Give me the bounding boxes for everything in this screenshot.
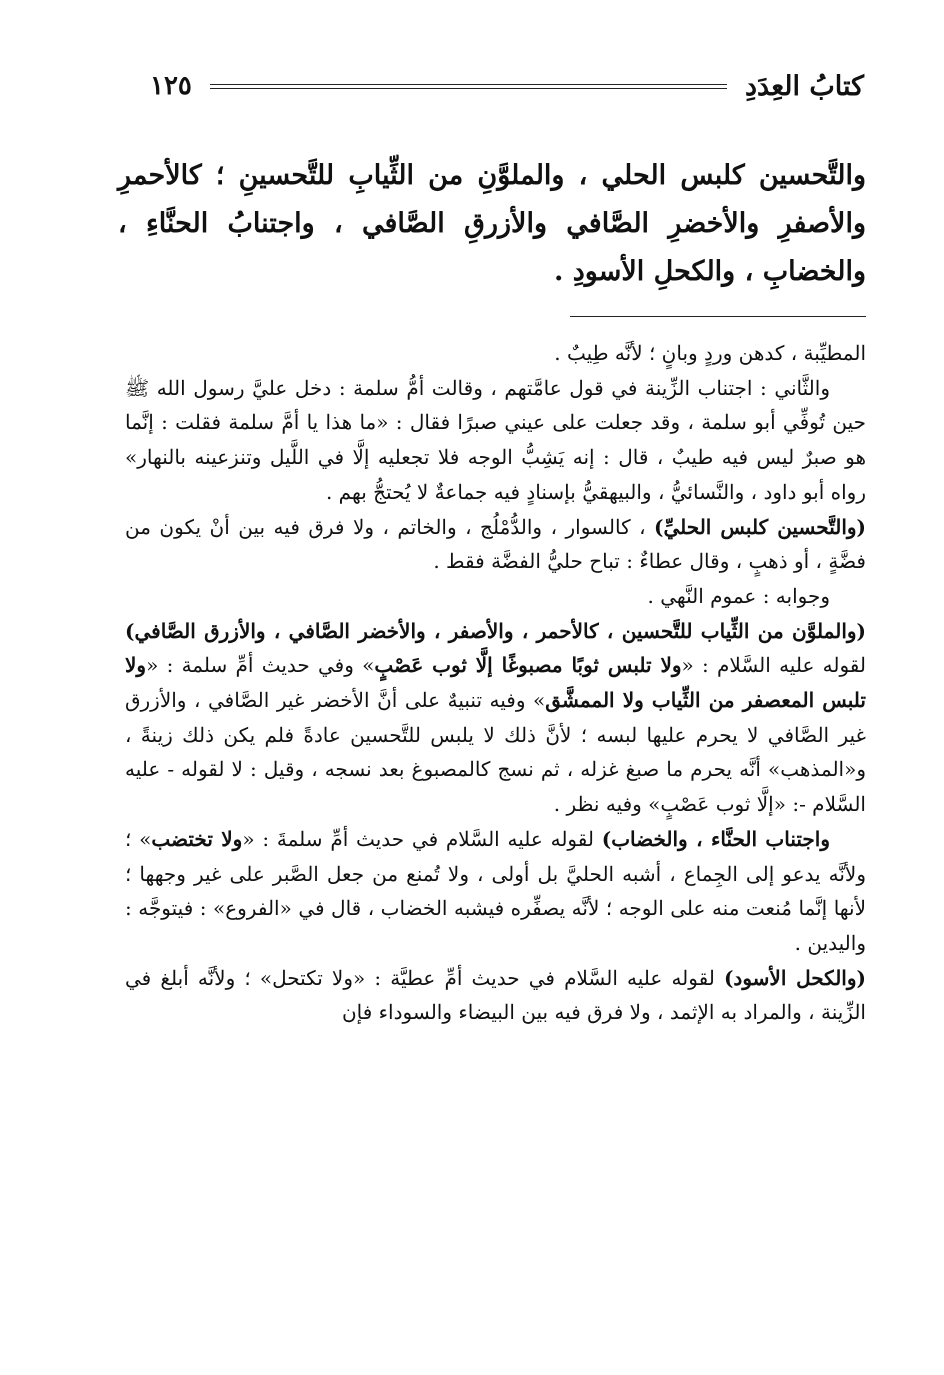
main-text [118, 152, 866, 296]
commentary-text: ، كالسوار ، والدُّمْلُج ، والخاتم ، ولا فرق فيه بين أنْ يكون من فضَّةٍ ، أو ذهبٍ ، وقال عطاءٌ : تباح حليُّ الفضَّة فقط . [125, 514, 866, 574]
commentary-text: » وفيه تنبيهٌ على أنَّ الأخضر غير الصَّافي ، والأزرق غير الصَّافي لا يحرم عليها لبسه ؛ لأنَّ ذلك لا يلبس للتَّحسين عادةً فلم يكن ذلك زينةً ، و«المذهب» أنَّه يحرم ما صبغ غزله ، ثم نسج كالمصبوغ بعد نسجه ، وقيل : لا لقوله - عليه السَّلام -: «إلَّا ثوب عَصْبٍ» وفيه نظر . [125, 688, 866, 817]
commentary-paragraph-3 [125, 510, 866, 579]
commentary-text: » وفي حديث أمِّ سلمة : « [146, 653, 375, 678]
running-header [150, 64, 864, 108]
commentary-paragraph-2: والثَّاني : اجتناب الزِّينة في قول عامَّتهم ، وقالت أمُّ سلمة : دخل عليَّ رسول الله ﷺ حين تُوفِّي أبو سلمة ، وقد جعلت على عيني صبرًا فقال : «ما هذا يا أمَّ سلمة فقلت : إنَّما هو صبرٌ ليس فيه طيبٌ ، قال : إنه يَشِبُّ الوجه فلا تجعليه إلَّا في اللَّيل وتنزعينه بالنهار» رواه أبو داود ، والنَّسائيُّ ، والبيهقيُّ بإسنادٍ فيه جماعةٌ لا يُحتجُّ بهم . [125, 375, 866, 504]
commentary-paragraph-6 [125, 822, 866, 961]
commentary-paragraph-4: وجوابه : عموم النَّهي . [647, 583, 830, 608]
quoted-main-text: واجتناب الحنَّاء ، والخضاب) [601, 826, 830, 851]
commentary-separator-rule [570, 316, 866, 317]
hadith-quote: ولا تلبس ثوبًا مصبوغًا إلَّا ثوب عَصْبٍ [374, 653, 682, 678]
quoted-main-text: (والتَّحسين كلبس الحليِّ) [654, 514, 867, 539]
commentary-text: لقوله عليه السَّلام : « [681, 653, 867, 678]
commentary-text: لقوله عليه السَّلام في حديث أمِّ عطيَّة : «ولا تكتحل» ؛ ولأنَّه أبلغ في الزِّينة ، والمراد به الإثمد ، ولا فرق فيه بين البيضاء والسوداء فإن [125, 965, 866, 1025]
commentary-paragraph-5 [125, 614, 866, 822]
header-rule [210, 84, 727, 89]
quoted-main-text: (والملوَّن من الثِّياب للتَّحسين ، كالأحمر ، والأصفر ، والأخضر الصَّافي ، والأزرق الصَّافي) [125, 618, 866, 643]
hadith-quote: ولا تلبس المعصفر من الثِّياب ولا الممشَّق [125, 653, 866, 713]
main-text-paragraph: والتَّحسين كلبس الحلي ، والملوَّنِ من الثِّيابِ للتَّحسينِ ؛ كالأحمرِ والأصفرِ والأخضرِ الصَّافي والأزرقِ الصَّافي ، واجتنابُ الحنَّاءِ ، والخضابِ ، والكحلِ الأسودِ . [118, 160, 866, 287]
commentary-text: لقوله عليه السَّلام في حديث أمِّ سلمةَ : « [242, 826, 602, 851]
running-title: كتابُ العِدَدِ [745, 70, 864, 102]
commentary-text: » ؛ ولأنَّه يدعو إلى الجِماع ، أشبه الحليَّ بل أولى ، ولا تُمنع من جعل الصَّبر على غير وجهها ؛ لأنها إنَّما مُنعت منه على الوجه ؛ لأنَّه يصفِّره فيشبه الخضاب ، قال في «الفروع» : فيتوجَّه : واليدين . [125, 826, 866, 955]
commentary-paragraph-7 [125, 961, 866, 1030]
page-number: ١٢٥ [150, 71, 192, 101]
commentary-paragraph-1: المطيِّبة ، كدهن وردٍ وبانٍ ؛ لأنَّه طِيبٌ . [554, 341, 866, 365]
quoted-main-text: (والكحل الأسود) [723, 965, 866, 990]
hadith-quote: ولا تختضب [151, 826, 243, 851]
commentary [125, 336, 866, 1030]
